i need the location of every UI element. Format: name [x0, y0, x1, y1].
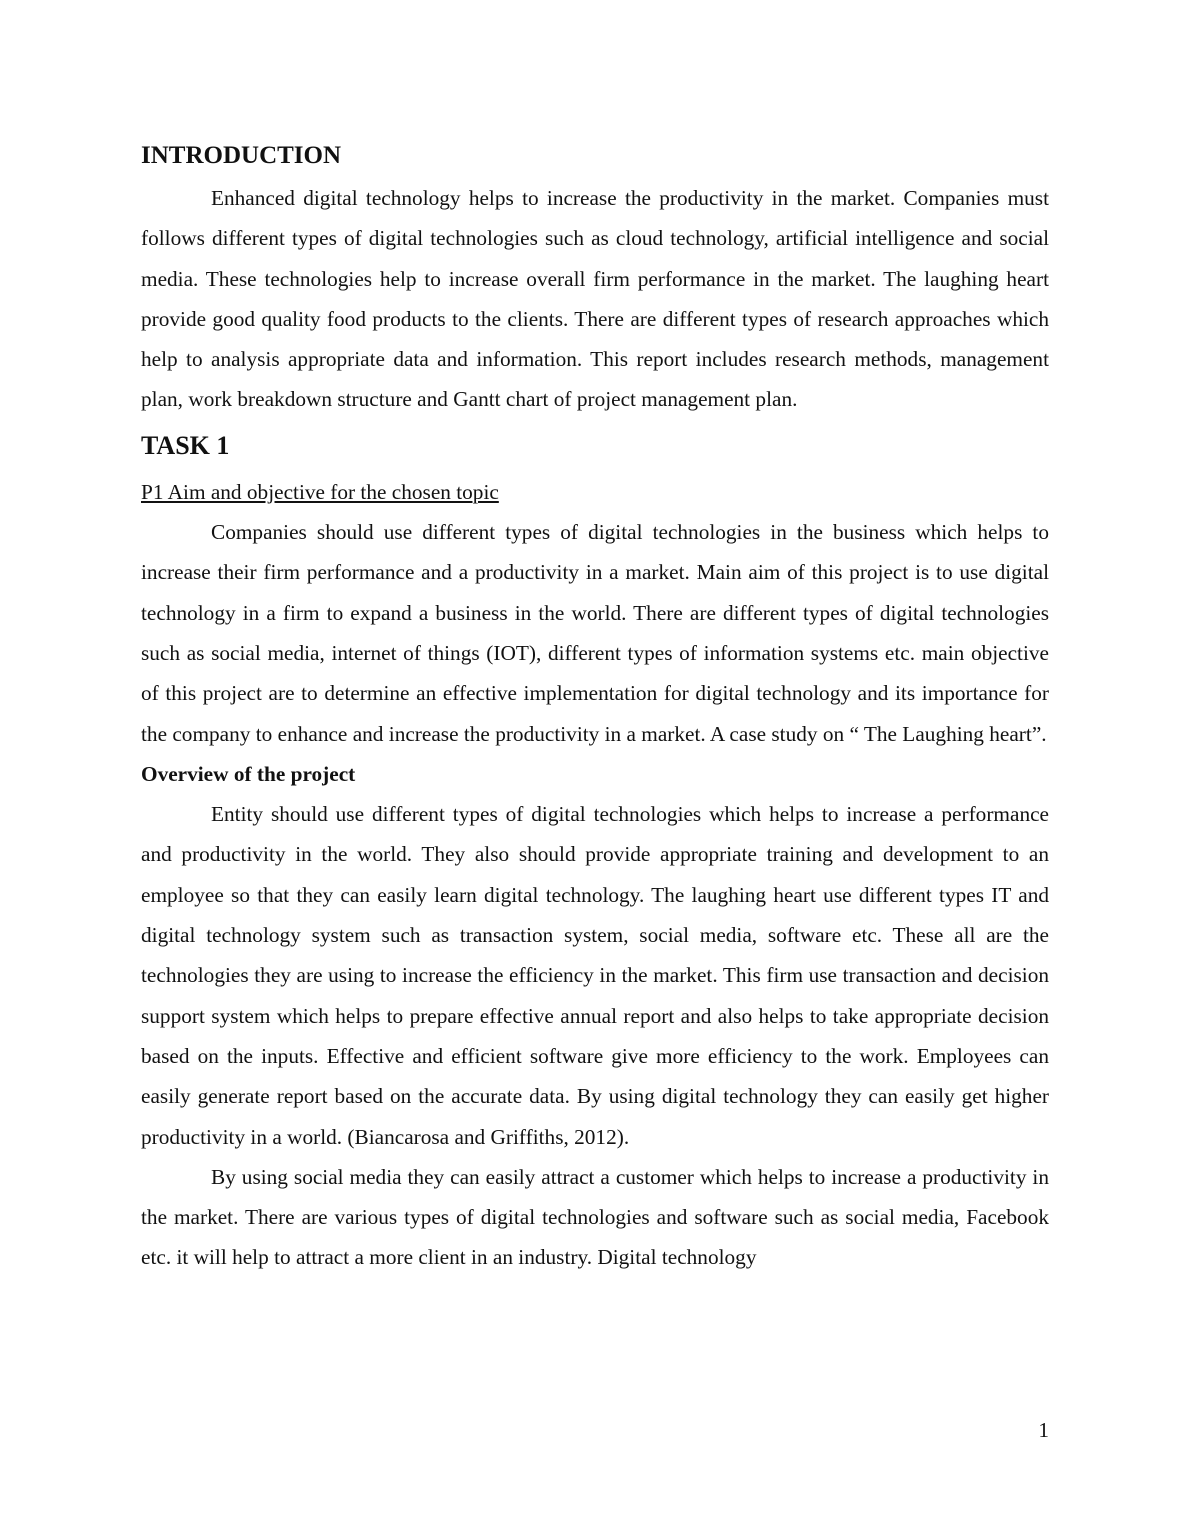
aim-objective-subheading: P1 Aim and objective for the chosen topic: [141, 479, 499, 504]
introduction-paragraph: Enhanced digital technology helps to increase the productivity in the market. Companies must follows different types of digital technologies such as cloud technology, artificial intelligence and social media. These technologies help to increase overall firm performance in the market. The laughing heart provide good quality food products to the clients. There are different types of research approaches which help to analysis appropriate data and information. This report includes research methods, management plan, work breakdown structure and Gantt chart of project management plan.: [141, 186, 1049, 412]
page-content: [141, 138, 1049, 1278]
page-number: 1: [1038, 1418, 1049, 1442]
overview-heading: Overview of the project: [141, 761, 356, 786]
task-1-heading: TASK 1: [141, 430, 230, 460]
aim-objective-paragraph: Companies should use different types of digital technologies in the business which helps to increase their firm performance and a productivity in a market. Main aim of this project is to use digital technology in a firm to expand a business in the world. There are different types of digital technologies such as social media, internet of things (IOT), different types of information systems etc. main objective of this project are to determine an effective implementation for digital technology and its importance for the company to enhance and increase the productivity in a market. A case study on “ The Laughing heart”.: [141, 520, 1049, 746]
overview-paragraph-1: Entity should use different types of digital technologies which helps to increase a performance and productivity in the world. They also should provide appropriate training and development to an employee so that they can easily learn digital technology. The laughing heart use different types IT and digital technology system such as transaction system, social media, software etc. These all are the technologies they are using to increase the efficiency in the market. This firm use transaction and decision support system which helps to prepare effective annual report and also helps to take appropriate decision based on the inputs. Effective and efficient software give more efficiency to the work. Employees can easily generate report based on the accurate data. By using digital technology they can easily get higher productivity in a world. (Biancarosa and Griffiths, 2012).: [141, 802, 1049, 1149]
overview-paragraph-2: By using social media they can easily attract a customer which helps to increase a productivity in the market. There are various types of digital technologies and software such as social media, Facebook etc. it will help to attract a more client in an industry. Digital technology: [141, 1164, 1049, 1270]
introduction-heading: INTRODUCTION: [141, 142, 342, 169]
